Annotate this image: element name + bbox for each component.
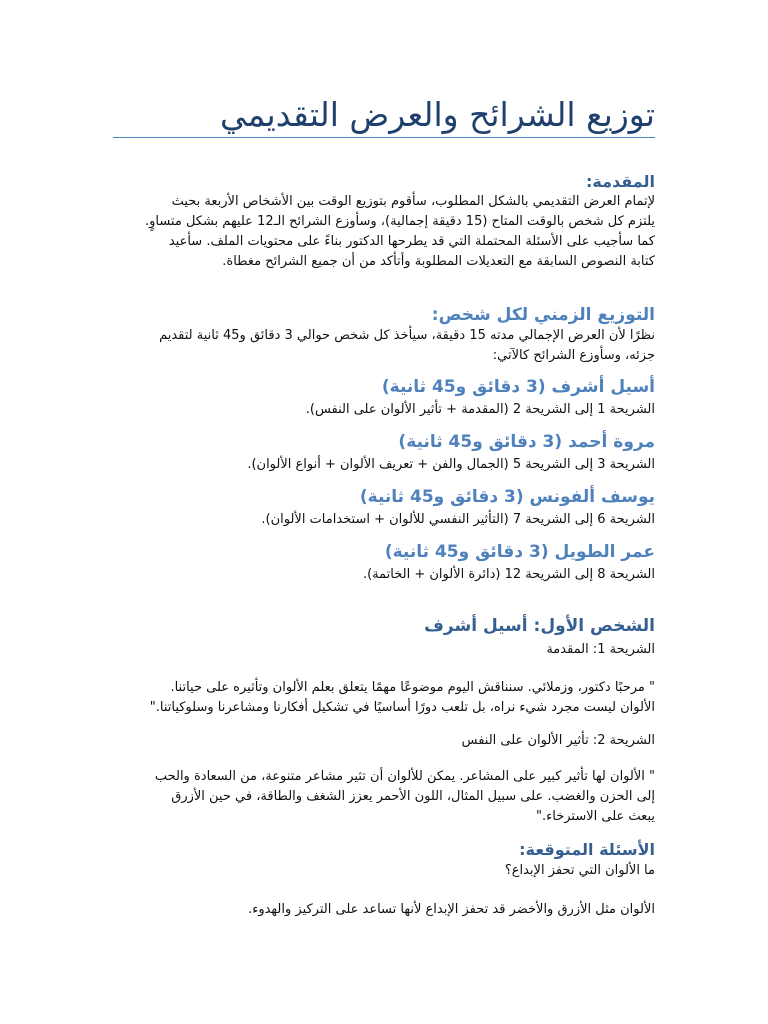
title-underline (113, 137, 655, 138)
schedule-heading: التوزيع الزمني لكل شخص: (431, 305, 655, 325)
question-text: ما الألوان التي تحفز الإبداع؟ (504, 863, 655, 878)
person-heading: مروة أحمد (3 دقائق و45 ثانية) (398, 432, 655, 452)
slide2-paragraph (113, 767, 655, 827)
slide2-line: " الألوان لها تأثير كبير على المشاعر. يمكن للألوان أن تثير مشاعر متنوعة، من السعادة والحب (154, 769, 655, 784)
answer-text: الألوان مثل الأزرق والأخضر قد تحفز الإبداع لأنها تساعد على التركيز والهدوء. (248, 902, 655, 917)
document-title: توزيع الشرائح والعرض التقديمي (219, 95, 655, 134)
person-heading: أسيل أشرف (3 دقائق و45 ثانية) (381, 377, 655, 397)
slide1-label: الشريحة 1: المقدمة (546, 642, 655, 657)
slide2-line: إلى الحزن والغضب. على سبيل المثال، اللون الأحمر يعزز الشغف والطاقة، في حين الأزرق (171, 789, 655, 804)
slide1-paragraph (113, 678, 655, 718)
intro-paragraph (113, 192, 655, 272)
intro-line: كما سأجيب على الأسئلة المحتملة التي قد يطرحها الدكتور بناءً على محتويات الملف. سأعيد (168, 234, 655, 249)
slide1-line: " مرحبًا دكتور، وزملائي. سنناقش اليوم موضوعًا مهمًا يتعلق بعلم الألوان وتأثيره على حياتنا. (170, 680, 655, 695)
person-slides: الشريحة 8 إلى الشريحة 12 (دائرة الألوان + الخاتمة). (362, 567, 655, 582)
questions-heading: الأسئلة المتوقعة: (519, 840, 655, 859)
slide1-line: الألوان ليست مجرد شيء نراه، بل تلعب دورًا أساسيًا في تشكيل أفكارنا ومشاعرنا وسلوكياتنا." (149, 700, 655, 715)
document-page (113, 0, 655, 1024)
person-slides: الشريحة 3 إلى الشريحة 5 (الجمال والفن + تعريف الألوان + أنواع الألوان). (247, 457, 655, 472)
slide2-label: الشريحة 2: تأثير الألوان على النفس (461, 733, 655, 748)
person-slides: الشريحة 6 إلى الشريحة 7 (التأثير النفسي للألوان + استخدامات الألوان). (261, 512, 655, 527)
schedule-paragraph (113, 326, 655, 366)
intro-heading: المقدمة: (586, 172, 655, 191)
schedule-line: نظرًا لأن العرض الإجمالي مدته 15 دقيقة، سيأخذ كل شخص حوالي 3 دقائق و45 ثانية لتقديم (159, 328, 655, 343)
intro-line: كتابة النصوص السابقة مع التعديلات المطلوبة وأتأكد من أن جميع الشرائح مغطاة. (222, 254, 655, 269)
person1-heading: الشخص الأول: أسيل أشرف (424, 616, 655, 636)
intro-line: لإتمام العرض التقديمي بالشكل المطلوب، سأقوم بتوزيع الوقت بين الأشخاص الأربعة بحيث (171, 194, 655, 209)
slide2-line: يبعث على الاسترخاء." (536, 809, 655, 824)
person-heading: عمر الطويل (3 دقائق و45 ثانية) (384, 542, 655, 562)
intro-line: يلتزم كل شخص بالوقت المتاح (15 دقيقة إجمالية)، وسأوزع الشرائح الـ12 عليهم بشكل متساوٍ. (144, 214, 655, 229)
schedule-line: جزئه، وسأوزع الشرائح كالآتي: (492, 348, 655, 363)
person-heading: يوسف ألفونس (3 دقائق و45 ثانية) (359, 487, 655, 507)
person-slides: الشريحة 1 إلى الشريحة 2 (المقدمة + تأثير الألوان على النفس). (305, 402, 655, 417)
